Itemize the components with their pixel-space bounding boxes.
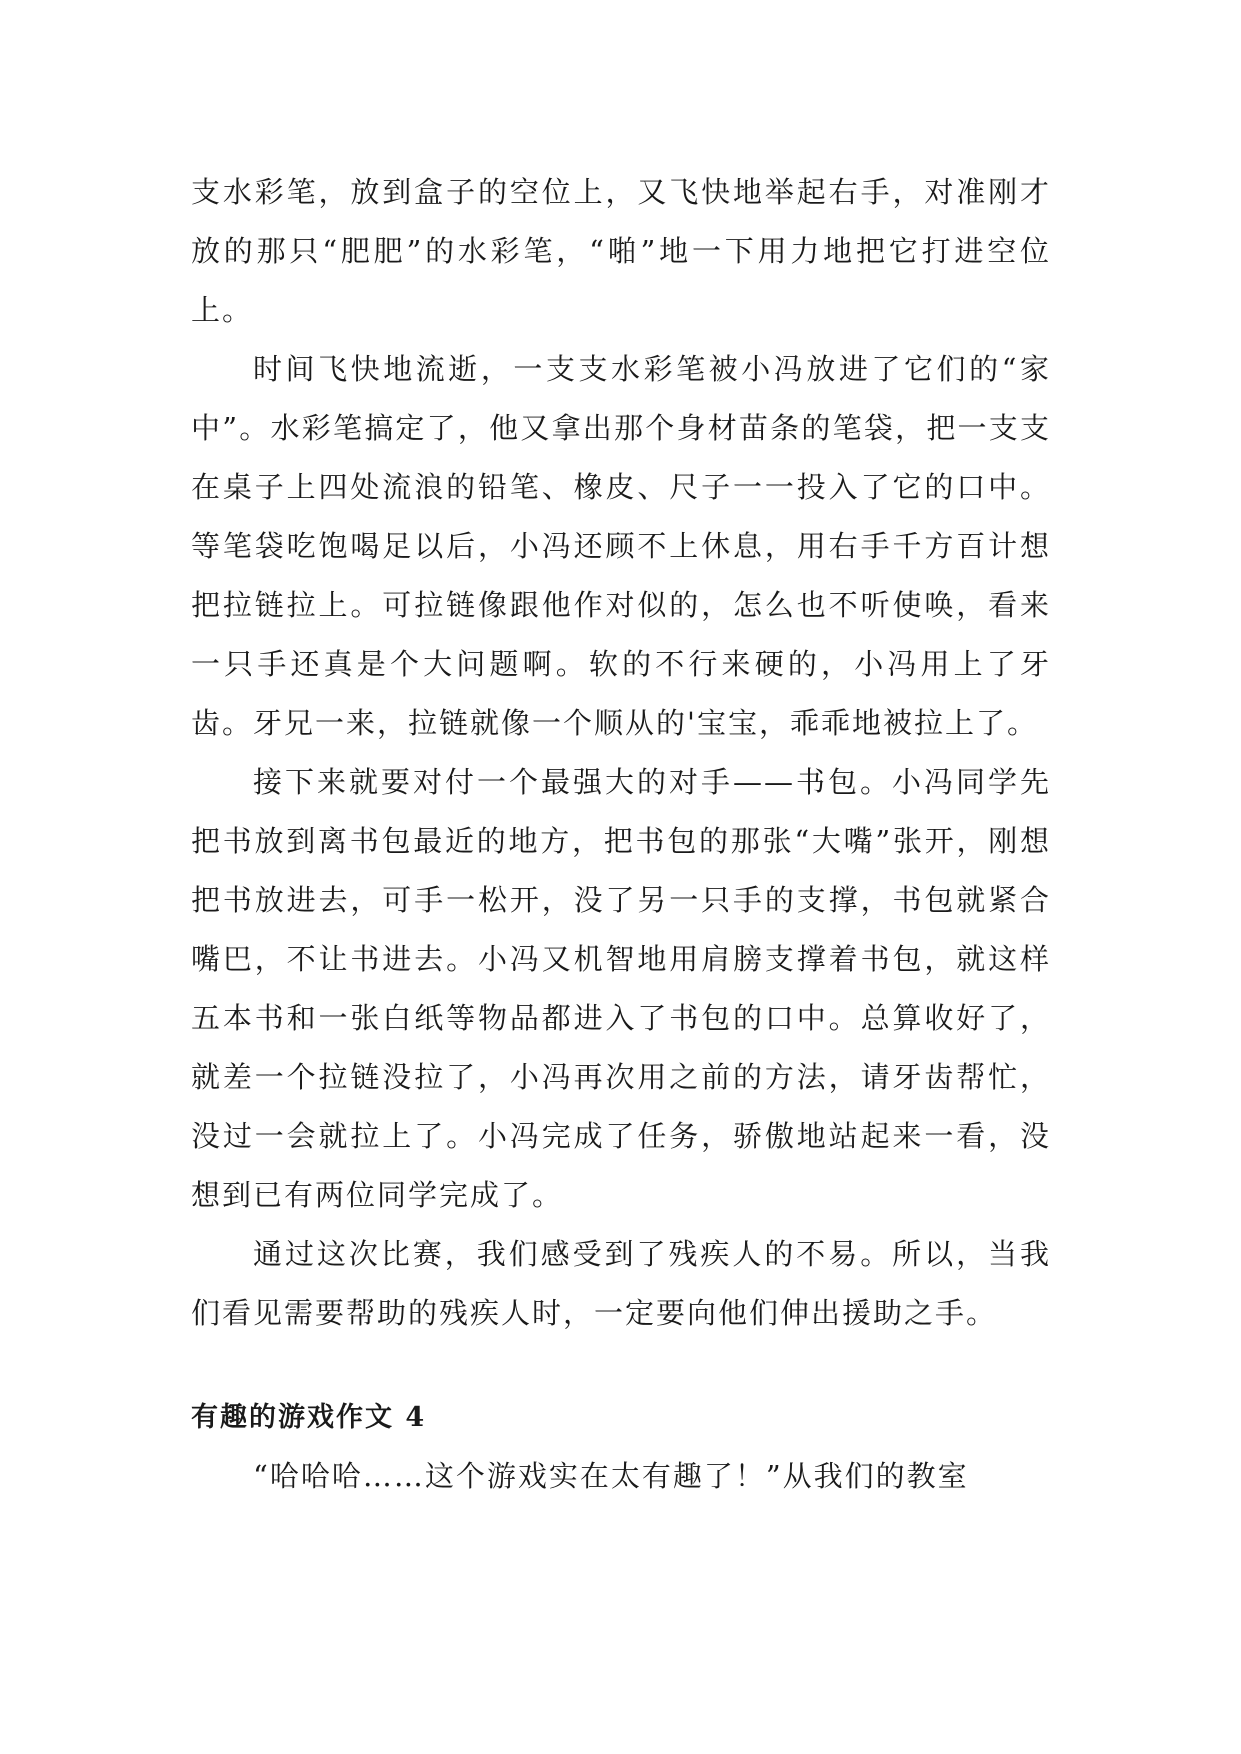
paragraph-continuation: 支水彩笔，放到盒子的空位上，又飞快地举起右手，对准刚才放的那只“肥肥”的水彩笔，“啪”地一下用力地把它打进空位上。 bbox=[191, 175, 1051, 327]
paragraph-essay4-opening: “哈哈哈……这个游戏实在太有趣了！”从我们的教室 bbox=[253, 1459, 969, 1493]
paragraph-schoolbag: 接下来就要对付一个最强大的对手——书包。小冯同学先把书放到离书包最近的地方，把书包的那张“大嘴”张开，刚想把书放进去，可手一松开，没了另一只手的支撑，书包就紧合嘴巴，不让书进去。小冯又机智地用肩膀支撑着书包，就这样五本书和一张白纸等物品都进入了书包的口中。总算收好了，就差一个拉链没拉了，小冯再次用之前的方法，请牙齿帮忙，没过一会就拉上了。小冯完成了任务，骄傲地站起来一看，没想到已有两位同学完成了。 bbox=[191, 765, 1051, 1212]
section-heading: 有趣的游戏作文 4 bbox=[191, 1402, 427, 1433]
paragraph-conclusion: 通过这次比赛，我们感受到了残疾人的不易。所以，当我们看见需要帮助的残疾人时，一定要向他们伸出援助之手。 bbox=[191, 1237, 1051, 1330]
paragraph-pencil-case: 时间飞快地流逝，一支支水彩笔被小冯放进了它们的“家中”。水彩笔搞定了，他又拿出那个身材苗条的笔袋，把一支支在桌子上四处流浪的铅笔、橡皮、尺子一一投入了它的口中。等笔袋吃饱喝足以后，小冯还顾不上休息，用右手千方百计想把拉链拉上。可拉链像跟他作对似的，怎么也不听使唤，看来一只手还真是个大问题啊。软的不行来硬的，小冯用上了牙齿。牙兄一来，拉链就像一个顺从的'宝宝，乖乖地被拉上了。 bbox=[191, 352, 1051, 740]
document-body bbox=[191, 163, 1051, 1506]
